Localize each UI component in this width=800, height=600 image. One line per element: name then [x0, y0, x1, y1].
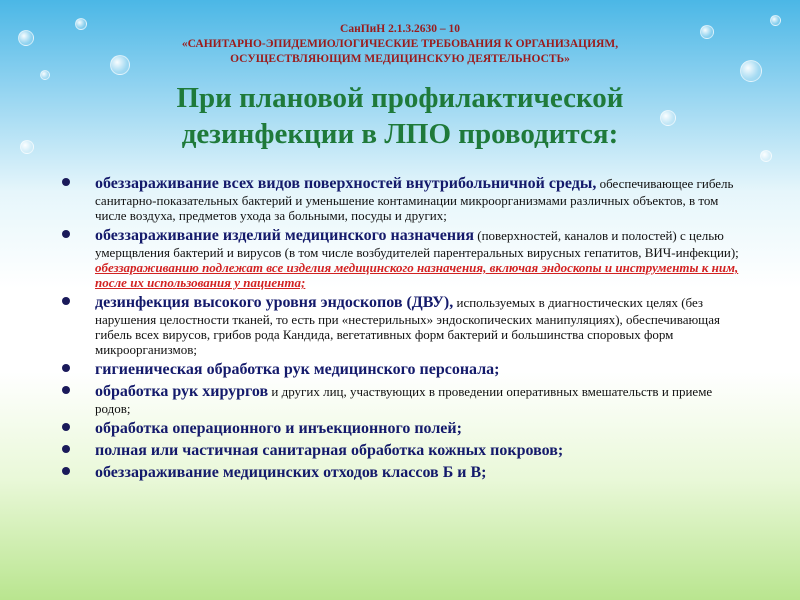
bubble-decoration [40, 70, 50, 80]
item-text: обеспечивающее гибель санитарно-показательных бактерий и уменьшение контаминации микроорганизмами различных объектов, в том числе воздуха, предметов ухода за больными, посуды и других; [95, 176, 734, 223]
bullet-icon [62, 445, 70, 453]
item-lead: обеззараживание медицинских отходов классов Б и В; [95, 464, 487, 481]
bullet-icon [62, 386, 70, 394]
item-lead: обеззараживание изделий медицинского назначения [95, 227, 474, 244]
list-item [58, 294, 748, 357]
list-item [58, 442, 748, 460]
bullet-icon [62, 297, 70, 305]
list-item [58, 420, 748, 438]
disinfection-list [58, 175, 748, 486]
list-item [58, 383, 748, 416]
list-item [58, 227, 748, 290]
title-line-1: При плановой профилактической [176, 82, 624, 114]
item-text: (поверхностей, каналов и полостей) с целью умерщвления бактерий и вирусов (в том числе возбудителей парентеральных вирусных гепатитов, ВИЧ-инфекции); [95, 228, 739, 260]
bullet-icon [62, 423, 70, 431]
title-line-2: дезинфекции в ЛПО проводится: [181, 118, 619, 150]
item-lead: обработка рук хирургов [95, 383, 269, 400]
header-line-3: ОСУЩЕСТВЛЯЮЩИМ МЕДИЦИНСКУЮ ДЕЯТЕЛЬНОСТЬ» [230, 53, 570, 65]
item-lead: обработка операционного и инъекционного полей; [95, 420, 462, 437]
list-item [58, 464, 748, 482]
bullet-icon [62, 230, 70, 238]
list-item [58, 361, 748, 379]
item-lead: гигиеническая обработка рук медицинского персонала; [95, 361, 500, 378]
item-highlight: обеззараживанию подлежат все изделия медицинского назначения, включая эндоскопы и инструменты к ним, после их использования у пациента; [95, 260, 739, 290]
list-item [58, 175, 748, 223]
item-lead: дезинфекция высокого уровня эндоскопов (ДВУ), [95, 294, 454, 311]
item-text: и других лиц, участвующих в проведении оперативных вмешательств и приеме родов; [95, 384, 713, 416]
item-text: используемых в диагностических целях (без нарушения целостности тканей, то есть при «нестерильных» эндоскопических манипуляциях), обеспечивающая гибель всех вирусов, грибов рода Кандида, вегетативных форм бактерий и большинства споровых форм микроорганизмов; [95, 295, 720, 357]
header-line-2: «САНИТАРНО-ЭПИДЕМИОЛОГИЧЕСКИЕ ТРЕБОВАНИЯ К ОРГАНИЗАЦИЯМ, [181, 38, 619, 50]
document-header [0, 22, 800, 67]
header-line-1: СанПиН 2.1.3.2630 – 10 [340, 23, 460, 35]
bullet-icon [62, 467, 70, 475]
slide-title [0, 80, 800, 152]
item-lead: полная или частичная санитарная обработка кожных покровов; [95, 442, 564, 459]
bullet-icon [62, 178, 70, 186]
item-lead: обеззараживание всех видов поверхностей внутрибольничной среды, [95, 175, 597, 192]
bullet-icon [62, 364, 70, 372]
